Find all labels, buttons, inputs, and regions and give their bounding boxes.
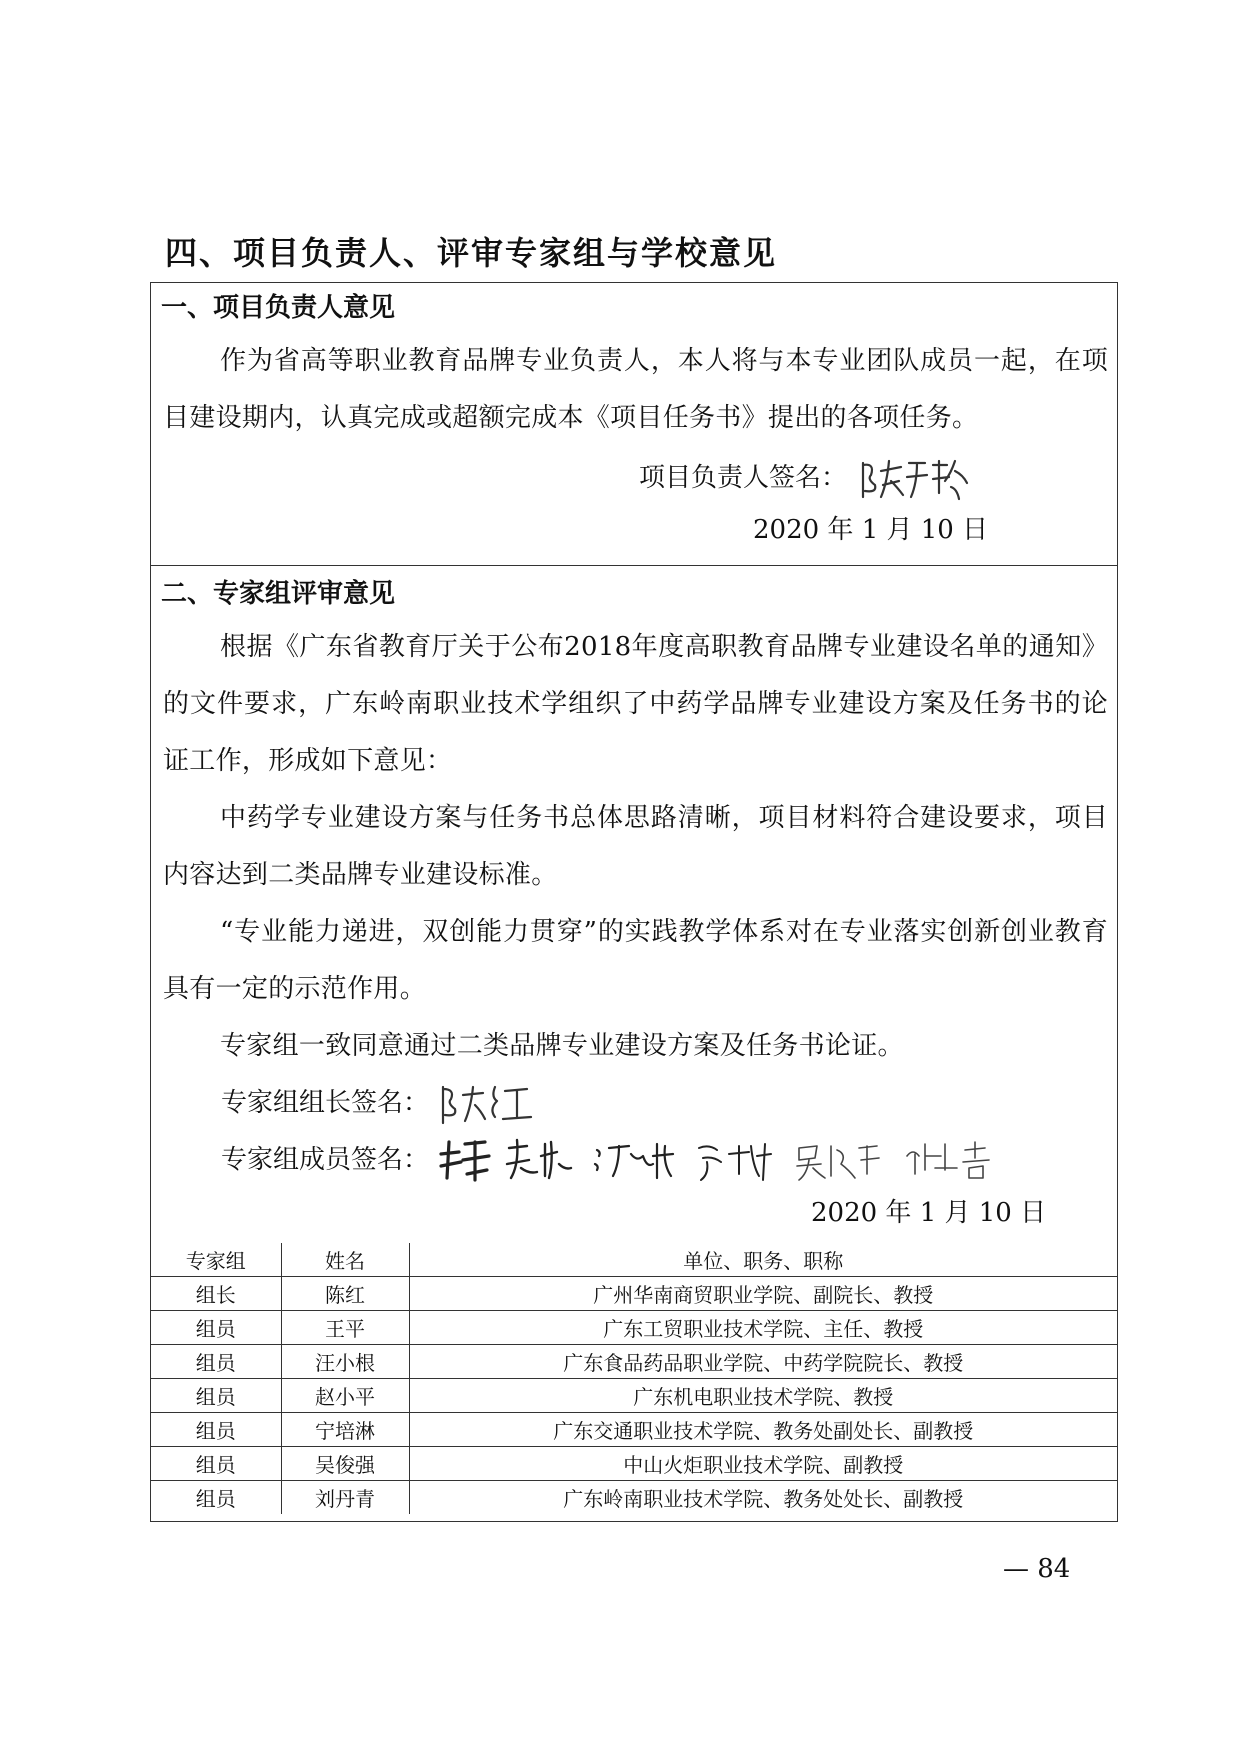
table-row: [151, 1481, 1117, 1515]
table-header-row: [151, 1243, 1117, 1277]
page-number: — 84: [1003, 1554, 1071, 1584]
cell-affiliation: 广东工贸职业技术学院、主任、教授: [409, 1311, 1117, 1345]
leader-signature-line: [221, 1075, 537, 1132]
section1-paragraph: 作为省高等职业教育品牌专业负责人，本人将与本专业团队成员一起，在项目建设期内，认真完成或超额完成本《项目任务书》提出的各项任务。: [163, 346, 1108, 433]
section2-date: 2020 年 1 月 10 日: [811, 1198, 1047, 1228]
cell-affiliation: 中山火炬职业技术学院、副教授: [409, 1447, 1117, 1481]
section-divider: [151, 565, 1117, 566]
section2-paragraph-1: 根据《广东省教育厅关于公布2018年度高职教育品牌专业建设名单的通知》的文件要求，广东岭南职业技术学组织了中药学品牌专业建设方案及任务书的论证工作，形成如下意见：: [163, 632, 1108, 776]
cell-name: 刘丹青: [281, 1481, 409, 1515]
section2-paragraph-4: 专家组一致同意通过二类品牌专业建设方案及任务书论证。: [220, 1031, 904, 1061]
section1-title: 一、项目负责人意见: [161, 293, 396, 323]
table-row: [151, 1345, 1117, 1379]
leader-signature-label: 专家组组长签名：: [221, 1088, 430, 1118]
section2-paragraph-3: “专业能力递进，双创能力贯穿”的实践教学体系对在专业落实创新创业教育具有一定的示范作用。: [163, 917, 1108, 1004]
expert-members-table: [151, 1243, 1117, 1514]
section1-signature-label: 项目负责人签名：: [639, 463, 848, 493]
cell-role: 组员: [151, 1481, 281, 1515]
members-signatures: [437, 1134, 1037, 1188]
cell-affiliation: 广东机电职业技术学院、教授: [409, 1379, 1117, 1413]
table-row: [151, 1413, 1117, 1447]
handwritten-signature-leader: [437, 1081, 537, 1127]
cell-name: 陈红: [281, 1277, 409, 1311]
header-group: 专家组: [151, 1243, 281, 1277]
header-affiliation: 单位、职务、职称: [409, 1243, 1117, 1277]
members-signature-line: [221, 1132, 1037, 1189]
cell-role: 组员: [151, 1447, 281, 1481]
section1-date: 2020 年 1 月 10 日: [753, 515, 989, 545]
table-row: [151, 1379, 1117, 1413]
cell-affiliation: 广东食品药品职业学院、中药学院院长、教授: [409, 1345, 1117, 1379]
section1-signature-line: [639, 453, 975, 505]
handwritten-signature-chen: [855, 453, 975, 505]
leader-signature: [437, 1081, 537, 1127]
cell-name: 赵小平: [281, 1379, 409, 1413]
page-heading: 四、项目负责人、评审专家组与学校意见: [165, 234, 778, 272]
table-row: [151, 1311, 1117, 1345]
section2-paragraph-2: 中药学专业建设方案与任务书总体思路清晰，项目材料符合建设要求，项目内容达到二类品牌专业建设标准。: [163, 803, 1108, 890]
cell-role: 组员: [151, 1345, 281, 1379]
members-signature-label: 专家组成员签名：: [221, 1145, 430, 1175]
cell-name: 汪小根: [281, 1345, 409, 1379]
table-row: [151, 1277, 1117, 1311]
cell-affiliation: 广东交通职业技术学院、教务处副处长、副教授: [409, 1413, 1117, 1447]
section1-signature: [855, 453, 975, 505]
cell-role: 组员: [151, 1379, 281, 1413]
cell-name: 吴俊强: [281, 1447, 409, 1481]
header-name: 姓名: [281, 1243, 409, 1277]
cell-role: 组员: [151, 1413, 281, 1447]
opinion-form: [150, 282, 1118, 1522]
table-row: [151, 1447, 1117, 1481]
cell-name: 宁培淋: [281, 1413, 409, 1447]
cell-role: 组长: [151, 1277, 281, 1311]
cell-name: 王平: [281, 1311, 409, 1345]
handwritten-signatures-members: [437, 1134, 1037, 1188]
section2-title: 二、专家组评审意见: [161, 579, 396, 609]
cell-affiliation: 广州华南商贸职业学院、副院长、教授: [409, 1277, 1117, 1311]
cell-role: 组员: [151, 1311, 281, 1345]
cell-affiliation: 广东岭南职业技术学院、教务处处长、副教授: [409, 1481, 1117, 1515]
